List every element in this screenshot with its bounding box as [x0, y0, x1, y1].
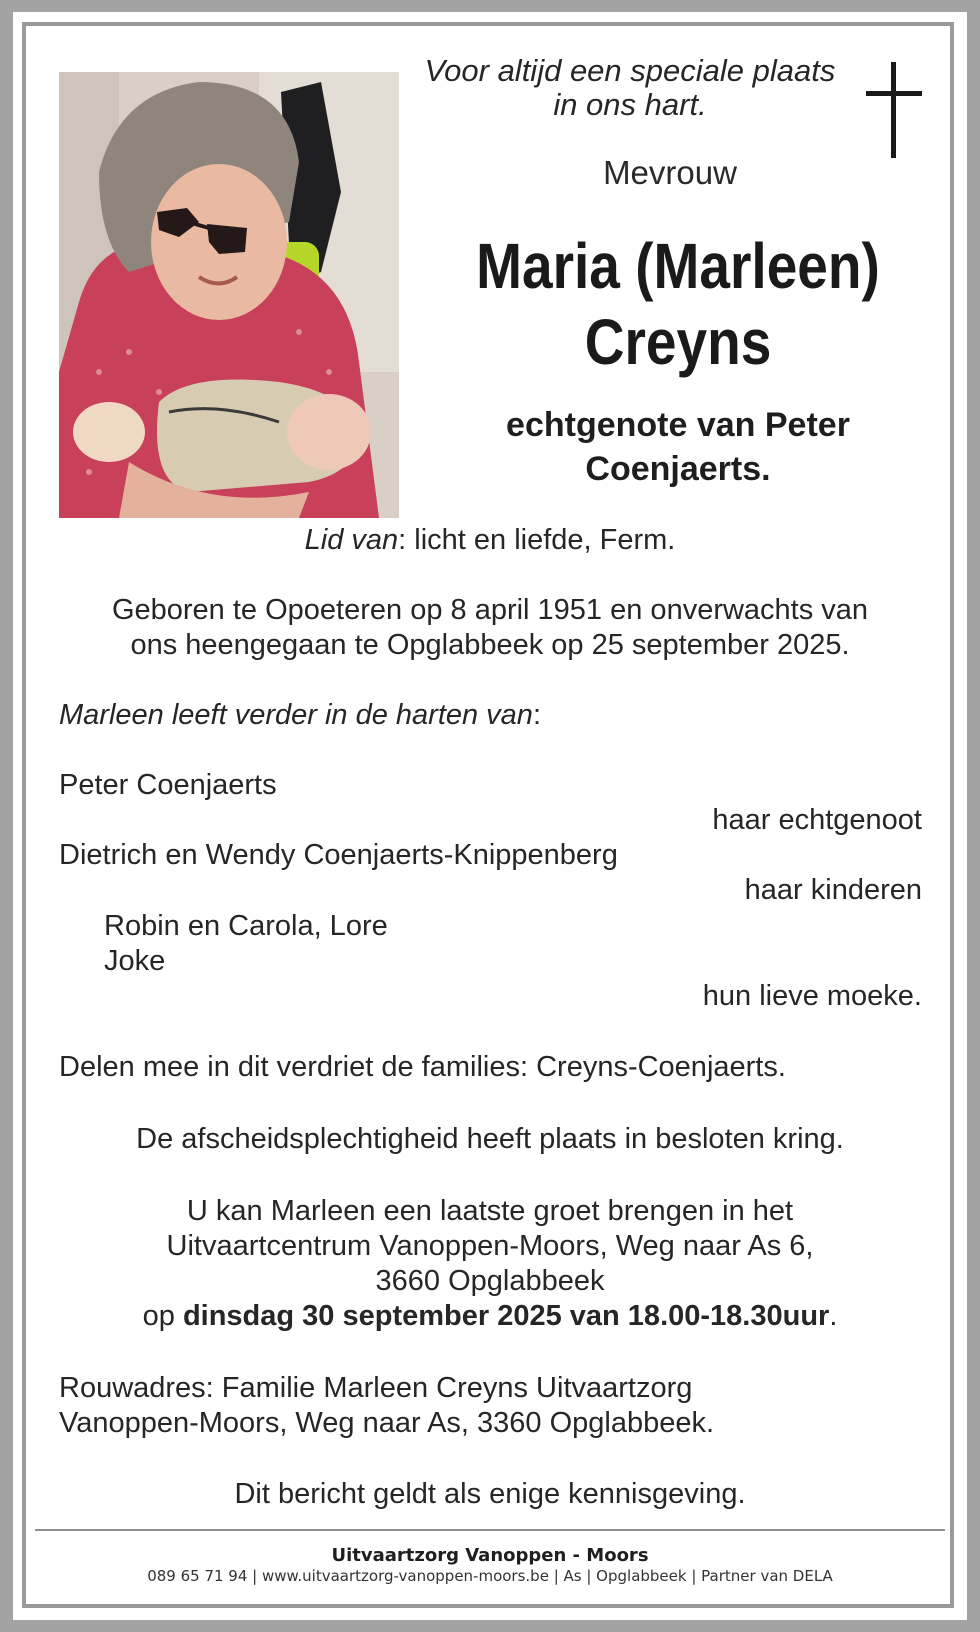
portrait-illustration — [59, 72, 399, 518]
cross-icon — [891, 62, 896, 158]
deceased-name-line-1: Maria (Marleen) — [476, 230, 880, 302]
spouse-relation-line-1: echtgenote van Peter — [506, 406, 850, 444]
family-grandchildren-role: hun lieve moeke. — [702, 980, 922, 1012]
visit-prefix: op — [142, 1300, 183, 1332]
visit-datetime: dinsdag 30 september 2025 van 18.00-18.30uur — [182, 1300, 830, 1332]
lives-on-label: Marleen leeft verder in de harten van — [59, 699, 533, 731]
visit-line-3: 3660 Opglabbeek — [375, 1265, 605, 1297]
birth-line-2: ons heengegaan te Opglabbeek op 25 september 2025. — [130, 629, 850, 661]
membership-text: : licht en liefde, Ferm. — [398, 524, 676, 556]
memorial-quote — [400, 54, 860, 122]
visit-line-1: U kan Marleen een laatste groet brengen in het — [186, 1195, 794, 1227]
family-children-role: haar kinderen — [744, 874, 922, 906]
footer-divider — [35, 1529, 945, 1531]
visit-suffix: . — [829, 1300, 838, 1332]
family-spouse-role: haar echtgenoot — [712, 804, 922, 836]
salutation: Mevrouw — [603, 154, 737, 191]
lives-on-colon: : — [532, 699, 542, 731]
lives-on-heading — [59, 698, 541, 733]
family-spouse-name: Peter Coenjaerts — [59, 769, 277, 801]
visit-line-2: Uitvaartcentrum Vanoppen-Moors, Weg naar As 6, — [166, 1230, 814, 1262]
birth-line-1: Geboren te Opoeteren op 8 april 1951 en onverwachts van — [111, 594, 869, 626]
families-text: Delen mee in dit verdriet de families: Creyns-Coenjaerts. — [59, 1051, 786, 1083]
family-grandchildren-line-1: Robin en Carola, Lore — [104, 910, 388, 942]
address-line-2: Vanoppen-Moors, Weg naar As, 3360 Opglabbeek. — [59, 1407, 715, 1439]
visit-datetime-line — [22, 1299, 958, 1334]
address-line-1: Rouwadres: Familie Marleen Creyns Uitvaartzorg — [59, 1372, 693, 1404]
family-children-names: Dietrich en Wendy Coenjaerts-Knippenberg — [59, 839, 618, 871]
quote-line-2: in ons hart. — [553, 87, 707, 122]
deceased-name — [439, 228, 917, 380]
family-grandchildren-line-2: Joke — [104, 945, 166, 977]
footer-company: Uitvaartzorg Vanoppen - Moors — [331, 1545, 649, 1566]
ceremony-text: De afscheidsplechtigheid heeft plaats in besloten kring. — [136, 1123, 844, 1155]
closing-text: Dit bericht geldt als enige kennisgeving. — [234, 1478, 746, 1510]
quote-line-1: Voor altijd een speciale plaats — [424, 53, 836, 88]
membership-label: Lid van — [304, 524, 399, 556]
footer-contact: 089 65 71 94 | www.uitvaartzorg-vanoppen-moors.be | As | Opglabbeek | Partner van DELA — [147, 1567, 833, 1585]
deceased-name-line-2: Creyns — [584, 306, 772, 378]
spouse-relation — [400, 403, 956, 491]
portrait-photo — [59, 72, 399, 518]
spouse-relation-line-2: Coenjaerts. — [585, 450, 771, 488]
cross-icon-bar — [866, 91, 922, 96]
membership — [22, 523, 958, 558]
